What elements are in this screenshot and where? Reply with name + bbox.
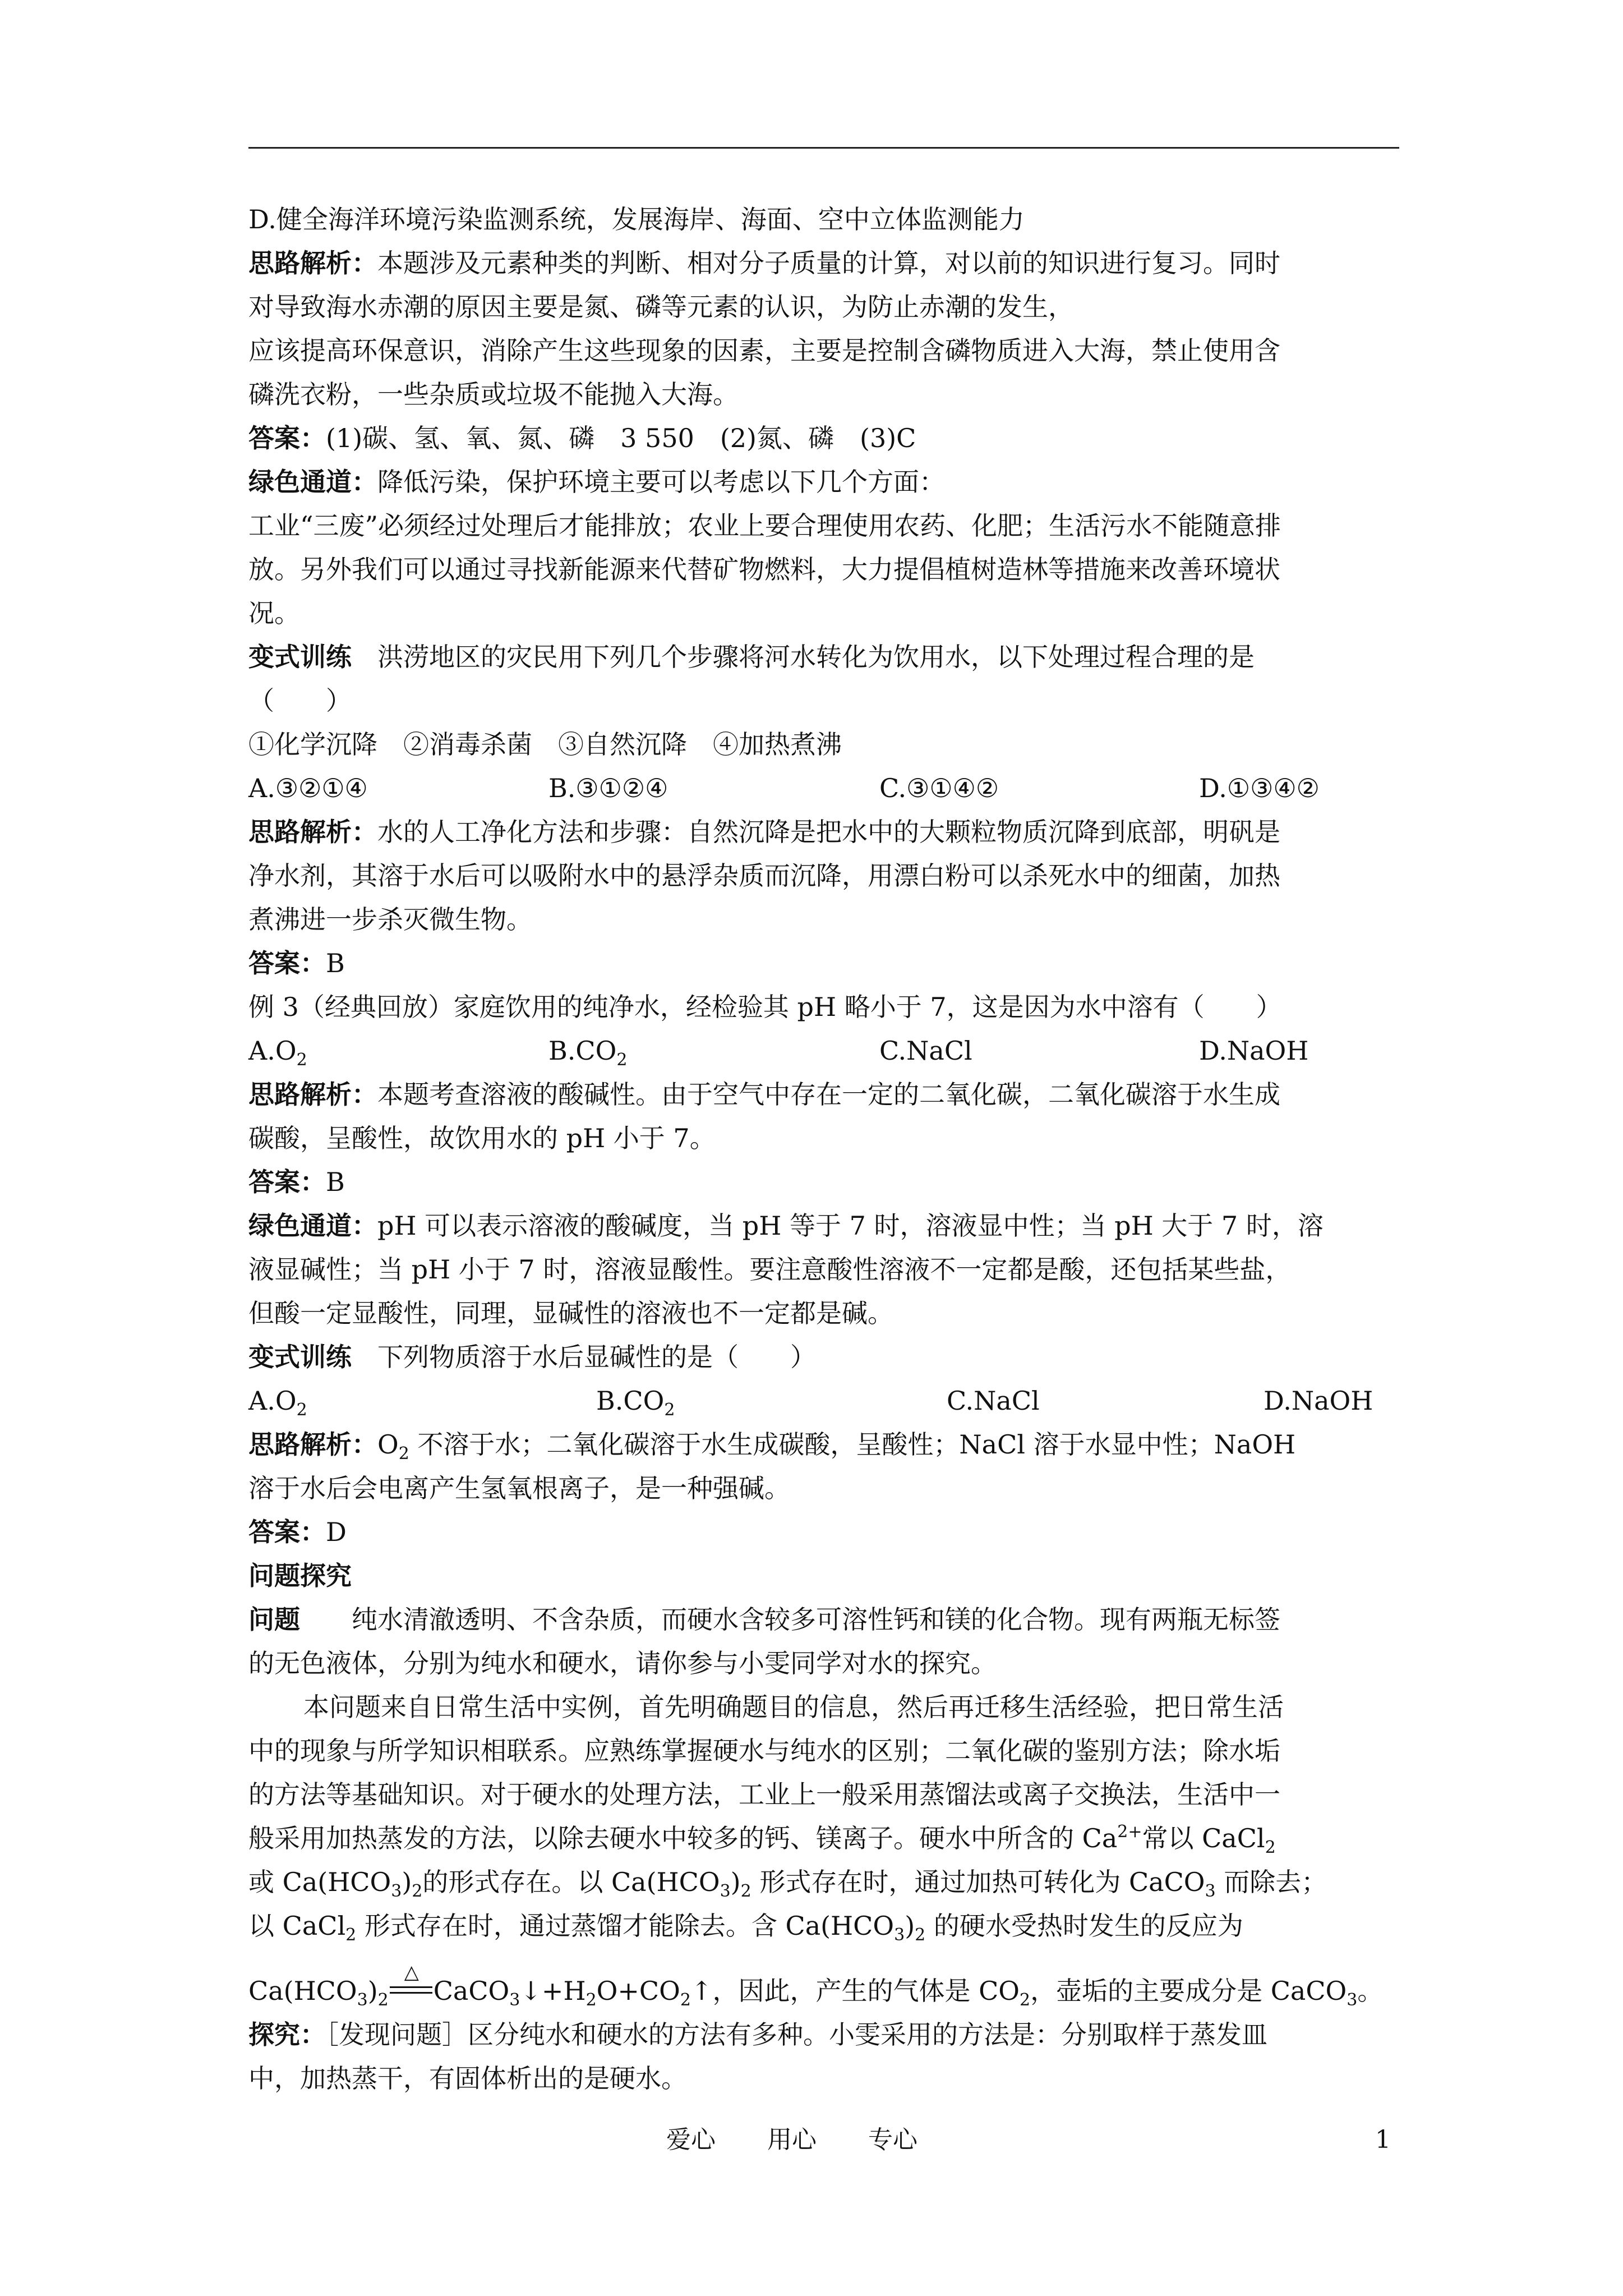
section-label: 问题 [248, 1604, 300, 1635]
text-line: D.健全海洋环境污染监测系统，发展海岸、海面、空中立体监测能力 [248, 204, 1025, 234]
text-line: 应该提高环保意识，消除产生这些现象的因素，主要是控制含磷物质进入大海，禁止使用含 [248, 335, 1280, 366]
options-line [248, 1379, 1399, 1423]
text-line: 煮沸进一步杀灭微生物。 [248, 904, 532, 935]
footer-text: 用心 [767, 2125, 817, 2154]
text-line: 中，加热蒸干，有固体析出的是硬水。 [248, 2063, 687, 2093]
text-line: 探究：［发现问题］区分纯水和硬水的方法有多种。小雯采用的方法是：分别取样于蒸发皿 [248, 2019, 1267, 2050]
text-line: 本问题来自日常生活中实例，首先明确题目的信息，然后再迁移生活经验，把日常生活 [303, 1692, 1284, 1722]
text-line: 碳酸，呈酸性，故饮用水的 pH 小于 7。 [248, 1123, 716, 1153]
option-c: C.NaCl [879, 1036, 972, 1066]
option-d: D.NaOH [1264, 1386, 1373, 1416]
text-line: 的无色液体，分别为纯水和硬水，请你参与小雯同学对水的探究。 [248, 1648, 997, 1678]
option-c: C.NaCl [947, 1386, 1040, 1416]
text-line: 的方法等基础知识。对于硬水的处理方法，工业上一般采用蒸馏法或离子交换法，生活中一 [248, 1779, 1280, 1810]
text-line: 中的现象与所学知识相联系。应熟练掌握硬水与纯水的区别；二氧化碳的鉴别方法；除水垢 [248, 1736, 1280, 1766]
option-c: C.③①④② [879, 773, 999, 803]
text-line: 对导致海水赤潮的原因主要是氮、磷等元素的认识，为防止赤潮的发生， [248, 292, 1074, 322]
text-line: 以 CaCl$_2$ 形式存在时，通过蒸馏才能除去。含 $Ca(HCO_3)_2$ 的硬水受热时发生的反应为 [248, 1911, 1243, 1945]
section-label: 绿色通道： [248, 1211, 377, 1241]
text-line: 般采用加热蒸发的方法，以除去硬水中较多的钙、镁离子。硬水中所含的 $Ca^{2+}$常以 CaCl$_2$ [248, 1822, 1276, 1857]
section-label: 探究： [248, 2019, 326, 2050]
section-label: 变式训练 [248, 1342, 352, 1372]
options-line [248, 766, 1399, 810]
text-line: 绿色通道：pH 可以表示溶液的酸碱度，当 pH 等于 7 时，溶液显中性；当 pH 大于 7 时，溶 [248, 1211, 1324, 1241]
text-line: 思路解析：本题涉及元素种类的判断、相对分子质量的计算，对以前的知识进行复习。同时 [248, 248, 1280, 278]
page-number: 1 [1375, 2125, 1391, 2154]
footer-text: 爱心 [666, 2125, 716, 2154]
option-a: A.③②①④ [248, 773, 368, 803]
header-rule [248, 147, 1399, 149]
option-a: $A.O_2$ [248, 1036, 307, 1070]
section-label: 思路解析： [248, 1429, 377, 1460]
footer-text: 专心 [868, 2125, 917, 2154]
page-footer [666, 2123, 961, 2157]
option-b: $B.CO_2$ [596, 1386, 675, 1420]
text-line: 绿色通道：降低污染，保护环境主要可以考虑以下几个方面： [248, 467, 945, 497]
answer-line: 答案：B [248, 1167, 345, 1197]
section-label: 思路解析： [248, 248, 377, 278]
options-line [248, 1029, 1399, 1073]
text-line: 净水剂，其溶于水后可以吸附水中的悬浮杂质而沉降，用漂白粉可以杀死水中的细菌，加热 [248, 861, 1280, 891]
text-line: 工业“三废”必须经过处理后才能排放；农业上要合理使用农药、化肥；生活污水不能随意排 [248, 510, 1281, 541]
option-a: $A.O_2$ [248, 1386, 307, 1420]
section-label: 绿色通道： [248, 467, 377, 497]
section-heading: 问题探究 [248, 1561, 352, 1591]
text-line: 放。另外我们可以通过寻找新能源来代替矿物燃料，大力提倡植树造林等措施来改善环境状 [248, 554, 1280, 585]
text-line: ①化学沉降 ②消毒杀菌 ③自然沉降 ④加热煮沸 [248, 729, 842, 760]
text-line: 思路解析：水的人工净化方法和步骤：自然沉降是把水中的大颗粒物质沉降到底部，明矾是 [248, 817, 1280, 847]
text-line: 或 $Ca(HCO_3)_2$的形式存在。以 $Ca(HCO_3)_2$ 形式存在时，通过加热可转化为 CaCO$_3$ 而除去； [248, 1867, 1327, 1901]
text-line: 况。 [248, 598, 300, 628]
answer-line: 答案：D [248, 1517, 347, 1547]
section-label: 变式训练 [248, 642, 352, 672]
question-line: 变式训练 洪涝地区的灾民用下列几个步骤将河水转化为饮用水，以下处理过程合理的是 [248, 642, 1255, 672]
option-b: B.③①②④ [548, 773, 668, 803]
answer-line: 答案：(1)碳、氢、氧、氮、磷 3 550 (2)氮、磷 (3)C [248, 423, 916, 453]
text-line: 思路解析：本题考查溶液的酸碱性。由于空气中存在一定的二氧化碳，二氧化碳溶于水生成 [248, 1079, 1280, 1110]
option-d: D.NaOH [1199, 1036, 1309, 1066]
heating-equals-sign [389, 1961, 434, 2002]
text-line: （ ） [248, 685, 352, 716]
section-label: 思路解析： [248, 1079, 377, 1110]
question-line: 例 3（经典回放）家庭饮用的纯净水，经检验其 pH 略小于 7，这是因为水中溶有（ ） [248, 992, 1282, 1022]
section-label: 答案： [248, 1167, 326, 1197]
section-label: 思路解析： [248, 817, 377, 847]
option-b: $B.CO_2$ [548, 1036, 628, 1070]
section-label: 答案： [248, 423, 326, 453]
question-line: 变式训练 下列物质溶于水后显碱性的是（ ） [248, 1342, 816, 1372]
answer-line: 答案：B [248, 948, 345, 978]
option-d: D.①③④② [1199, 773, 1320, 803]
section-label: 答案： [248, 948, 326, 978]
document-body [248, 197, 1399, 2100]
text-line: 但酸一定显酸性，同理，显碱性的溶液也不一定都是碱。 [248, 1298, 893, 1328]
section-label: 答案： [248, 1517, 326, 1547]
heat-triangle-icon: △ [404, 1961, 419, 1984]
chemical-equation: $Ca(HCO_3)_2$ △ $CaCO_3↓+H_2O+CO_2↑$，因此，产生的气体是 $CO_2$，壶垢的主要成分是 CaCO$_3$。 [248, 1961, 1384, 2010]
text-line: 磷洗衣粉，一些杂质或垃圾不能抛入大海。 [248, 379, 739, 409]
text-line: 思路解析：$O_2$ 不溶于水；二氧化碳溶于水生成碳酸，呈酸性；NaCl 溶于水显中性；NaOH [248, 1429, 1296, 1464]
text-line: 液显碱性；当 pH 小于 7 时，溶液显酸性。要注意酸性溶液不一定都是酸，还包括某些盐， [248, 1254, 1292, 1285]
text-line: 问题 纯水清澈透明、不含杂质，而硬水含较多可溶性钙和镁的化合物。现有两瓶无标签 [248, 1604, 1280, 1635]
text-line: 溶于水后会电离产生氢氧根离子，是一种强碱。 [248, 1473, 790, 1503]
